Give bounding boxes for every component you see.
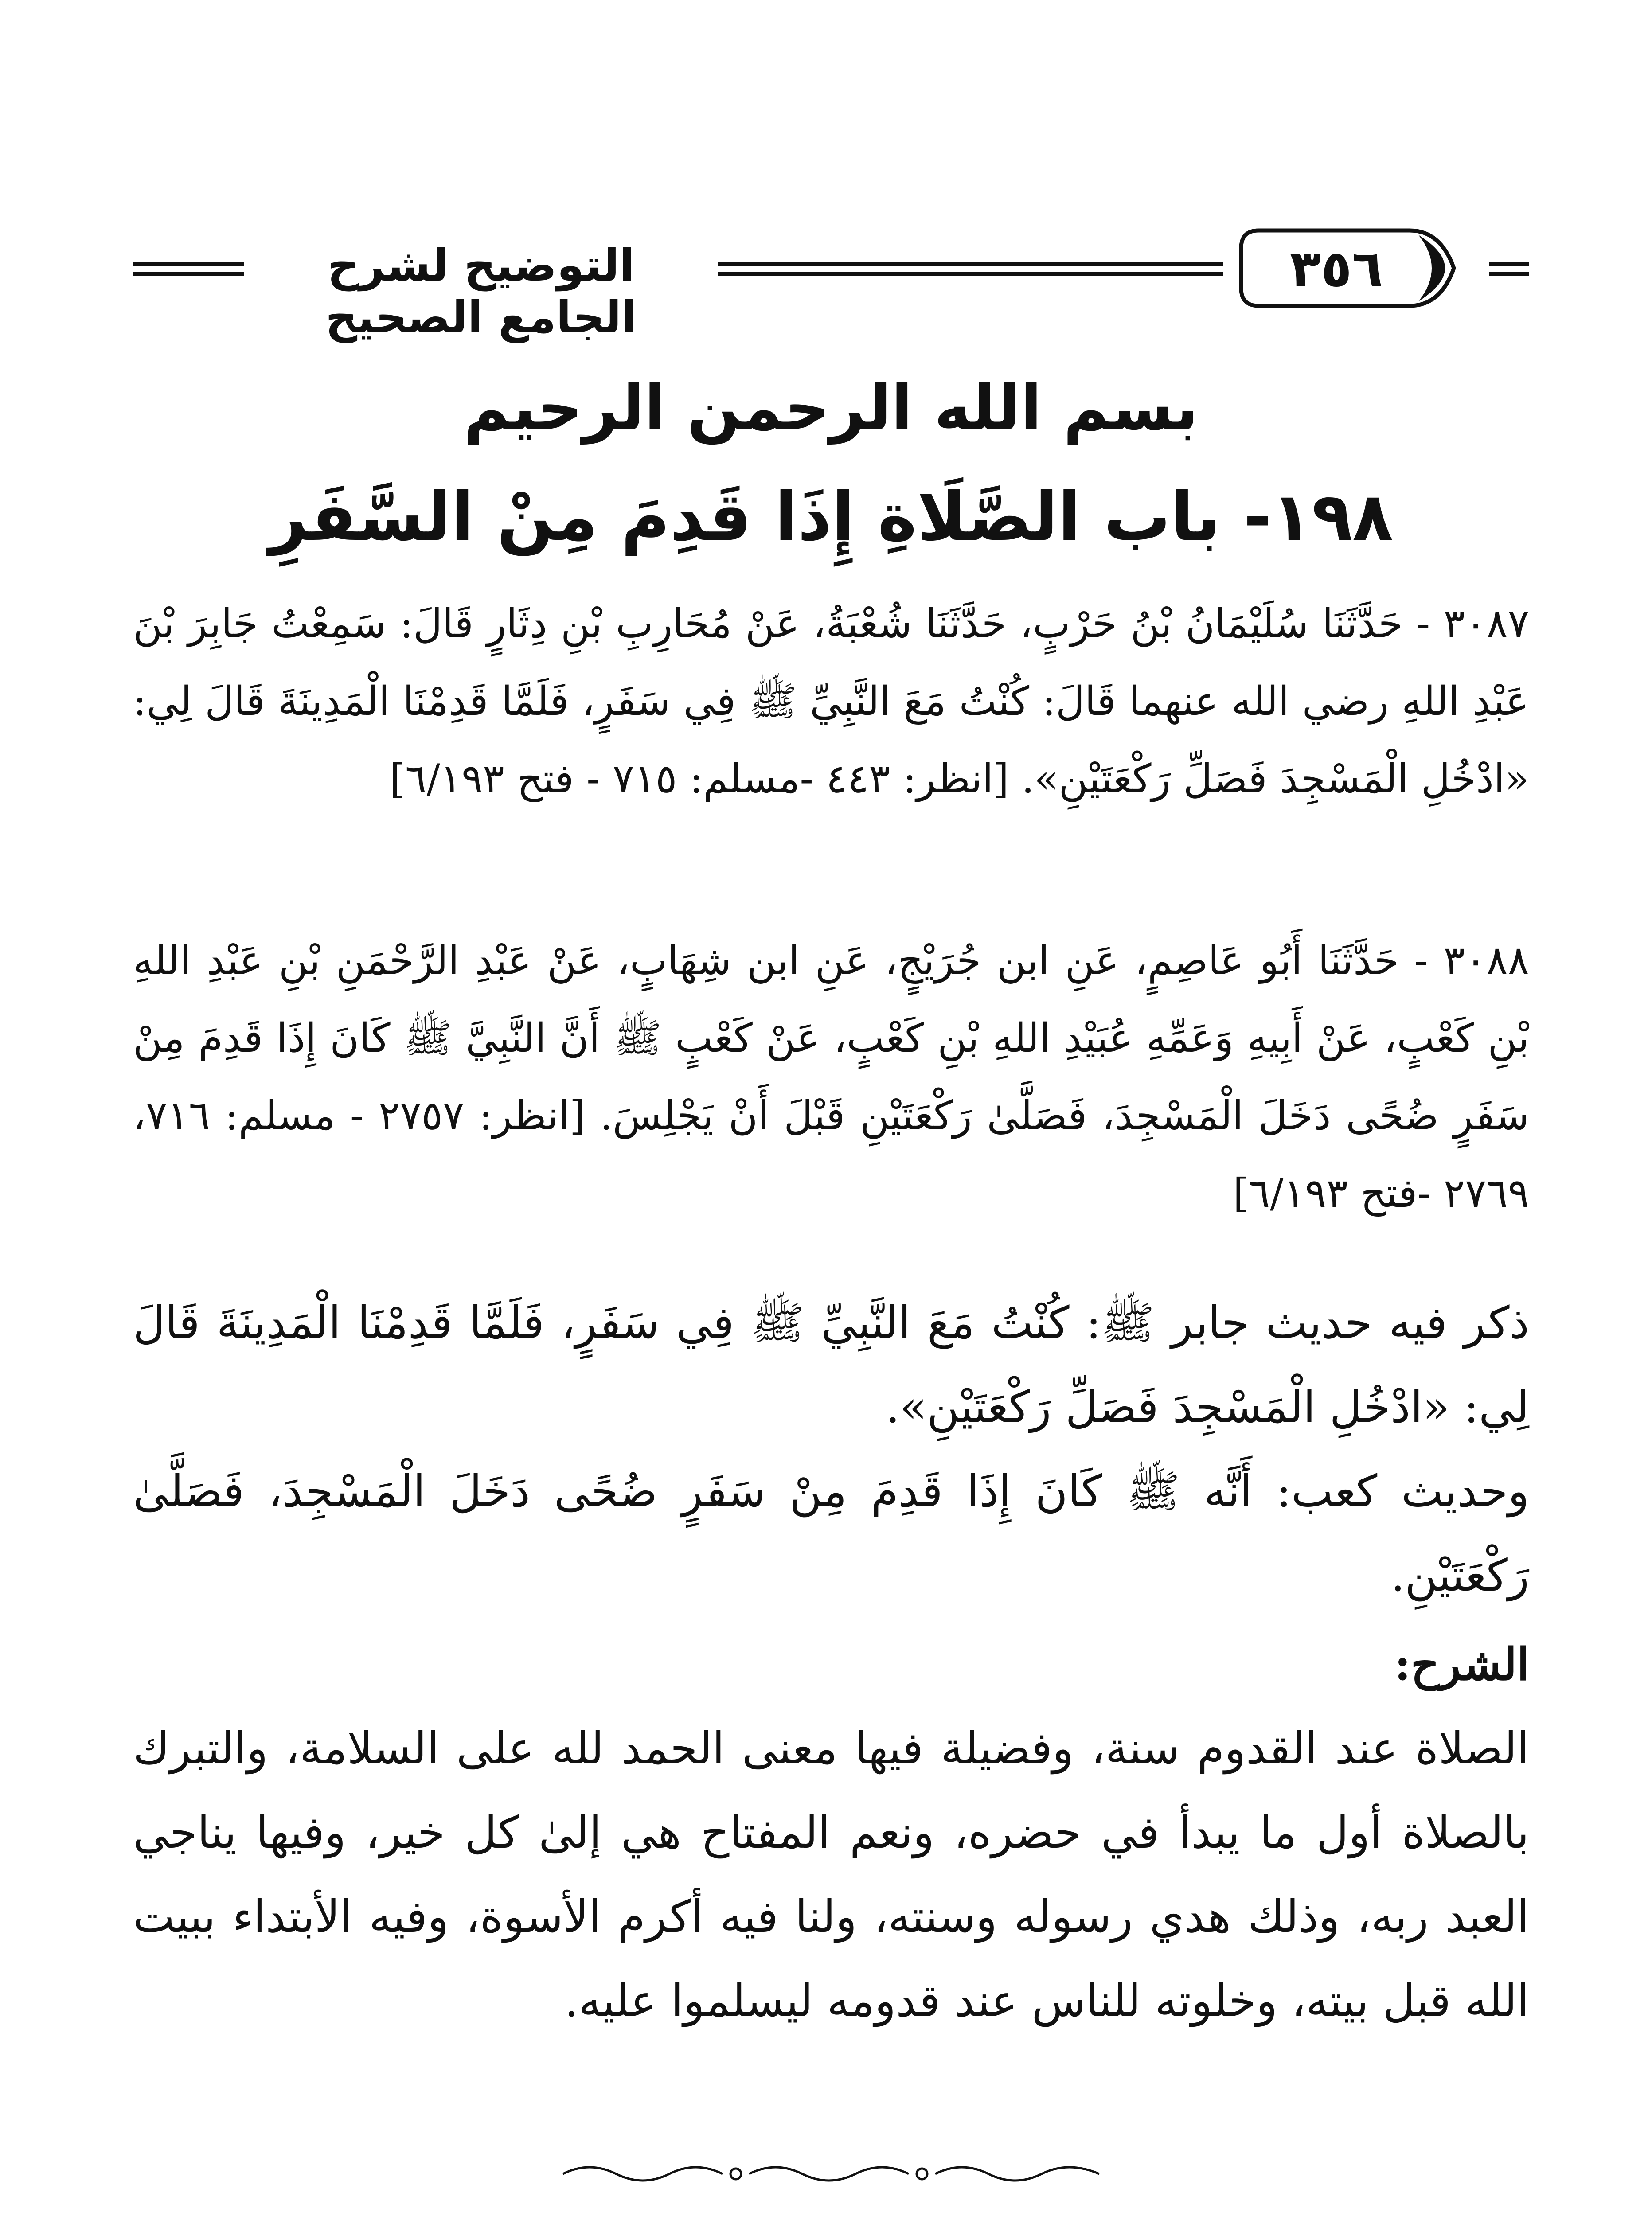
header-rule-middle — [718, 262, 1223, 276]
running-title: التوضيح لشرح الجامع الصحيح — [325, 239, 637, 343]
divider-ornament-icon — [554, 2158, 1108, 2189]
sharh-heading: الشرح: — [1394, 1638, 1529, 1690]
header-rule-left — [133, 262, 244, 276]
sharh-paragraph: الصلاة عند القدوم سنة، وفضيلة فيها معنى الحمد لله على السلامة، والتبرك بالصلاة أول ما يبدأ في حضره، ونعم المفتاح هي إلىٰ كل خير، وفيها يناجي العبد ربه، وذلك هدي رسوله وسنته، ولنا فيه أكرم الأسوة، وفيه الأبتداء ببيت الله قبل بيته، وخلوته للناس عند قدومه ليسلموا عليه. — [133, 1722, 1530, 2027]
page-number: ٣٥٦ — [1289, 239, 1383, 299]
basmala: بسم الله الرحمن الرحيم — [464, 372, 1199, 445]
running-header — [133, 222, 1529, 343]
chapter-title: ١٩٨- باب الصَّلَاةِ إِذَا قَدِمَ مِنْ السَّفَرِ — [269, 479, 1393, 556]
hadith-3088: ٣٠٨٨ - حَدَّثَنَا أَبُو عَاصِمٍ، عَنِ ابن جُرَيْجٍ، عَنِ ابن شِهَابٍ، عَنْ عَبْدِ الرَّحْمَنِ بْنِ عَبْدِ اللهِ بْنِ كَعْبٍ، عَنْ أَبِيهِ وَعَمِّهِ عُبَيْدِ اللهِ بْنِ كَعْبٍ، عَنْ كَعْبٍ ﷺ أَنَّ النَّبِيَّ ﷺ كَانَ إِذَا قَدِمَ مِنْ سَفَرٍ ضُحًى دَخَلَ الْمَسْجِدَ، فَصَلَّىٰ رَكْعَتَيْنِ قَبْلَ أَنْ يَجْلِسَ. [انظر: ٢٧٥٧ - مسلم: ٧١٦، ٢٧٦٩ -فتح ٦/١٩٣] — [133, 937, 1529, 1217]
hadith-3087: ٣٠٨٧ - حَدَّثَنَا سُلَيْمَانُ بْنُ حَرْبٍ، حَدَّثَنَا شُعْبَةُ، عَنْ مُحَارِبِ بْنِ دِثَارٍ قَالَ: سَمِعْتُ جَابِرَ بْنَ عَبْدِ اللهِ رضي الله عنهما قَالَ: كُنْتُ مَعَ النَّبِيِّ ﷺ فِي سَفَرٍ، فَلَمَّا قَدِمْنَا الْمَدِينَةَ قَالَ لِي: «ادْخُلِ الْمَسْجِدَ فَصَلِّ رَكْعَتَيْنِ». [انظر: ٤٤٣ -مسلم: ٧١٥ - فتح ٦/١٩٣] — [133, 601, 1529, 802]
page-number-badge — [1232, 222, 1480, 315]
commentary-paragraph: وحديث كعب: أَنَّه ﷺ كَانَ إِذَا قَدِمَ مِنْ سَفَرٍ ضُحًى دَخَلَ الْمَسْجِدَ، فَصَلَّىٰ رَكْعَتَيْنِ. — [133, 1465, 1529, 1601]
header-rule-right — [1489, 262, 1529, 276]
commentary-paragraph: ذكر فيه حديث جابر ﷺ: كُنْتُ مَعَ النَّبِيِّ ﷺ فِي سَفَرٍ، فَلَمَّا قَدِمْنَا الْمَدِينَةَ قَالَ لِي: «ادْخُلِ الْمَسْجِدَ فَصَلِّ رَكْعَتَيْنِ». — [133, 1297, 1529, 1433]
